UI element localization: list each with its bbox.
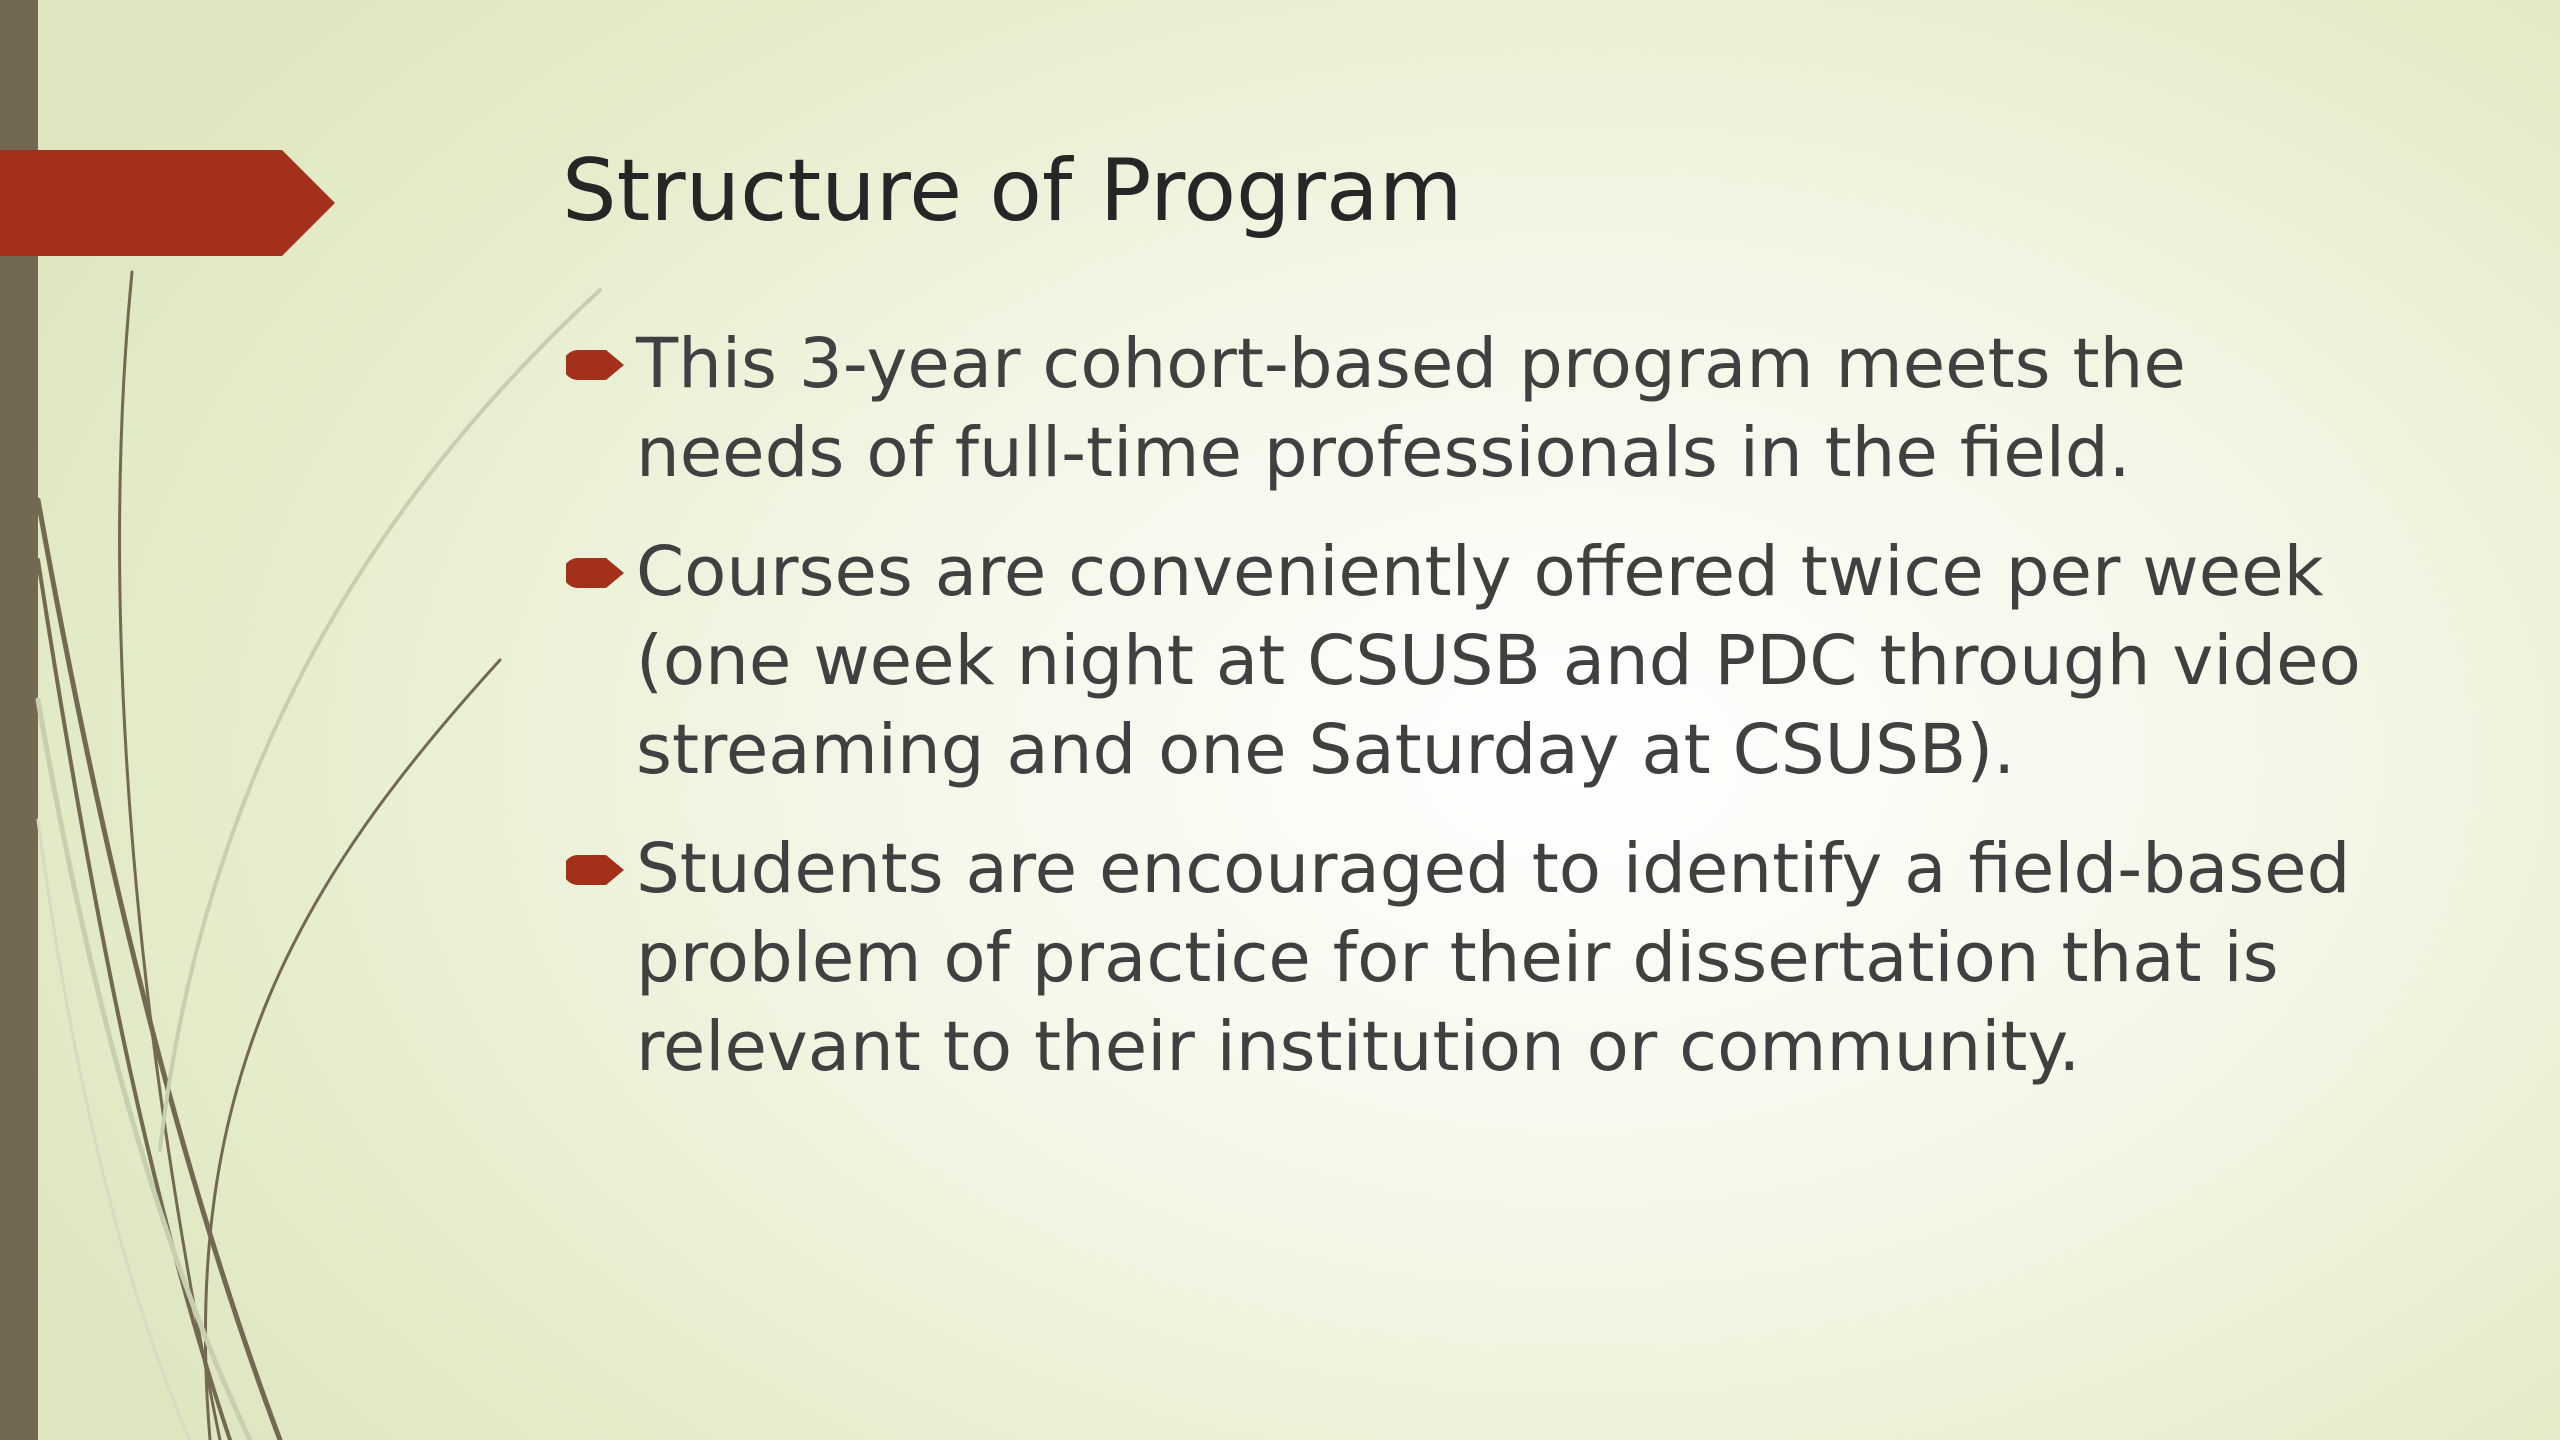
bullet-item — [562, 320, 2362, 498]
arrow-bullet-icon — [566, 350, 624, 380]
bullet-text: This 3-year cohort-based program meets the needs of full-time professionals in the field. — [636, 324, 2186, 493]
arrow-bullet-icon — [566, 855, 624, 885]
bullet-text: Courses are conveniently offered twice per week (one week night at CSUSB and PDC through video streaming and one Saturday at CSUSB). — [636, 532, 2361, 790]
arrow-bullet-icon — [566, 558, 624, 588]
bullet-list — [562, 320, 2362, 1122]
bullet-item — [562, 825, 2362, 1092]
title-flag-shape — [0, 150, 335, 256]
slide-title: Structure of Program — [562, 141, 1463, 241]
bullet-item — [562, 528, 2362, 795]
bullet-text: Students are encouraged to identify a field-based problem of practice for their dissertation that is relevant to their institution or community. — [636, 829, 2351, 1087]
